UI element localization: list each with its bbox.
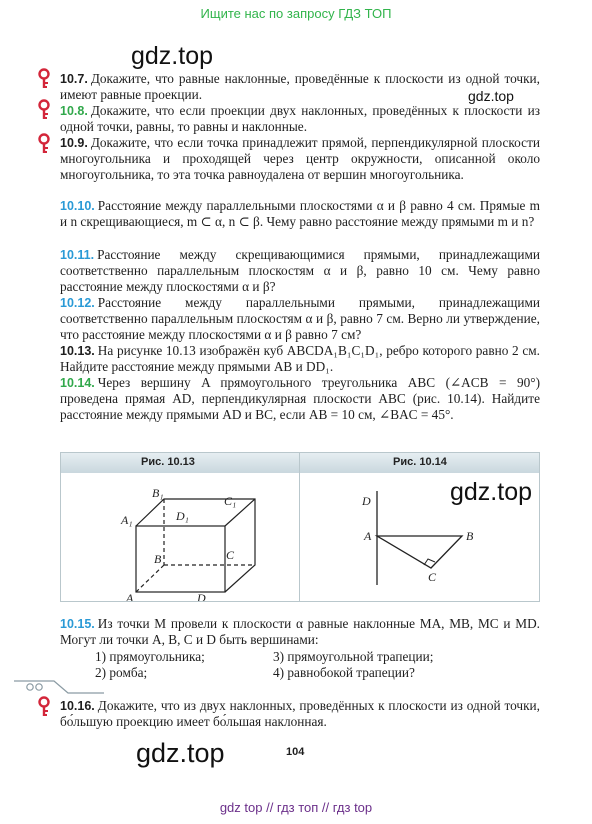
- problem-10-11: [60, 247, 540, 294]
- watermark: gdz.top: [136, 738, 225, 768]
- problem-text: На рисунке 10.13 изображён куб ABCDA₁B₁C₁D₁, ребро которого равно 2 см. Найдите расстояние между прямыми AB и DD₁.: [60, 343, 540, 375]
- option: 3) прямоугольной трапеции;: [273, 649, 434, 664]
- problem-number: 10.11.: [60, 248, 95, 262]
- cube-label: A₁: [121, 513, 133, 527]
- key-icon: [36, 696, 52, 718]
- key-icon: [36, 99, 52, 121]
- problem-number: 10.12.: [60, 296, 95, 310]
- problem-text: Расстояние между скрещивающимися прямыми, принадлежащими соответственно параллельным плоскостям α и β, равно 10 см. Чему равно расстояние между плоскостями α и β?: [60, 247, 540, 294]
- triangle-label: B: [466, 529, 474, 543]
- cube-label: D: [197, 591, 206, 601]
- cube-figure: [61, 473, 299, 601]
- problem-number: 10.8.: [60, 104, 88, 118]
- problem-10-14: [60, 375, 540, 422]
- key-icon: [36, 68, 52, 90]
- header-link[interactable]: Ищите нас по запросу ГДЗ ТОП: [200, 6, 392, 21]
- problem-number: 10.9.: [60, 136, 88, 150]
- cube-label: D₁: [176, 509, 189, 523]
- problem-text: Докажите, что из двух наклонных, проведённых к плоскости из одной точки, бо́льшую проекцию имеет бо́льшая наклонная.: [60, 698, 540, 730]
- problem-number: 10.13.: [60, 344, 95, 358]
- figure-caption: Рис. 10.13: [141, 456, 195, 468]
- problem-number: 10.15.: [60, 617, 95, 631]
- problem-text: Расстояние между параллельными прямыми, принадлежащими соответственно параллельным плоскостям α и β, равно 7 см. Верно ли утверждение, что расстояние между плоскостями α и β равно 7 см?: [60, 295, 540, 342]
- watermark: gdz.top: [468, 88, 514, 104]
- cube-label: A: [126, 591, 134, 601]
- triangle-label: C: [428, 570, 437, 584]
- problem-text: Докажите, что равные наклонные, проведённые к плоскости из одной точки, имеют равные проекции.: [60, 71, 540, 103]
- option: 4) равнобокой трапеции?: [273, 665, 415, 680]
- cube-label: C: [226, 548, 235, 562]
- cube-label: C₁: [224, 494, 237, 508]
- problem-10-7: [60, 71, 540, 103]
- page-number: 104: [286, 746, 305, 758]
- triangle-label: A: [364, 529, 372, 543]
- figures-panel: [60, 452, 540, 602]
- figure-caption: Рис. 10.14: [393, 456, 447, 468]
- triangle-label: D: [362, 494, 371, 508]
- problem-10-12: [60, 295, 540, 342]
- problem-10-15: [60, 616, 540, 648]
- problem-text: Докажите, что если точка принадлежит прямой, перпендикулярной плоскости многоугольника и проходящей через центр окружности, описанной около многоугольника, то эта точка равноудалена от вершин многоугольника.: [60, 135, 540, 182]
- option: 1) прямоугольника;: [95, 649, 205, 664]
- problem-text: Через вершину A прямоугольного треугольника ABC (∠ACB = 90°) проведена прямая AD, перпендикулярная плоскости ABC (рис. 10.14). Найдите расстояние между прямыми AD и BC, если AB = 10 см, ∠BAC = 45°.: [60, 375, 540, 422]
- cube-label: B₁: [152, 486, 164, 500]
- problem-text: Из точки M провели к плоскости α равные наклонные MA, MB, MC и MD. Могут ли точки A, B, C и D быть вершинами:: [60, 616, 540, 648]
- option: 2) ромба;: [95, 665, 148, 680]
- problem-text: Расстояние между параллельными плоскостями α и β равно 4 см. Прямые m и n скрещивающиеся, m ⊂ α, n ⊂ β. Чему равно расстояние между прямыми m и n?: [60, 198, 540, 230]
- problem-number: 10.7.: [60, 72, 88, 86]
- problem-number: 10.10.: [60, 199, 95, 213]
- watermark: gdz.top: [131, 42, 214, 70]
- problem-10-10: [60, 198, 540, 230]
- problem-text: Докажите, что если проекции двух наклонных, проведённых к плоскости из одной точки, равны, то равны и наклонные.: [60, 103, 540, 135]
- section-marker-icon: [14, 680, 104, 694]
- footer-link[interactable]: gdz top // гдз топ // гдз top: [219, 800, 373, 815]
- problem-number: 10.14.: [60, 376, 95, 390]
- problem-10-13: [60, 343, 540, 375]
- cube-label: B: [154, 552, 162, 566]
- problem-10-16: [60, 698, 540, 730]
- watermark: gdz.top: [450, 478, 533, 506]
- figures-header: [61, 453, 539, 473]
- problem-number: 10.16.: [60, 699, 95, 713]
- problem-10-8: [60, 103, 540, 135]
- problem-10-9: [60, 135, 540, 182]
- key-icon: [36, 133, 52, 155]
